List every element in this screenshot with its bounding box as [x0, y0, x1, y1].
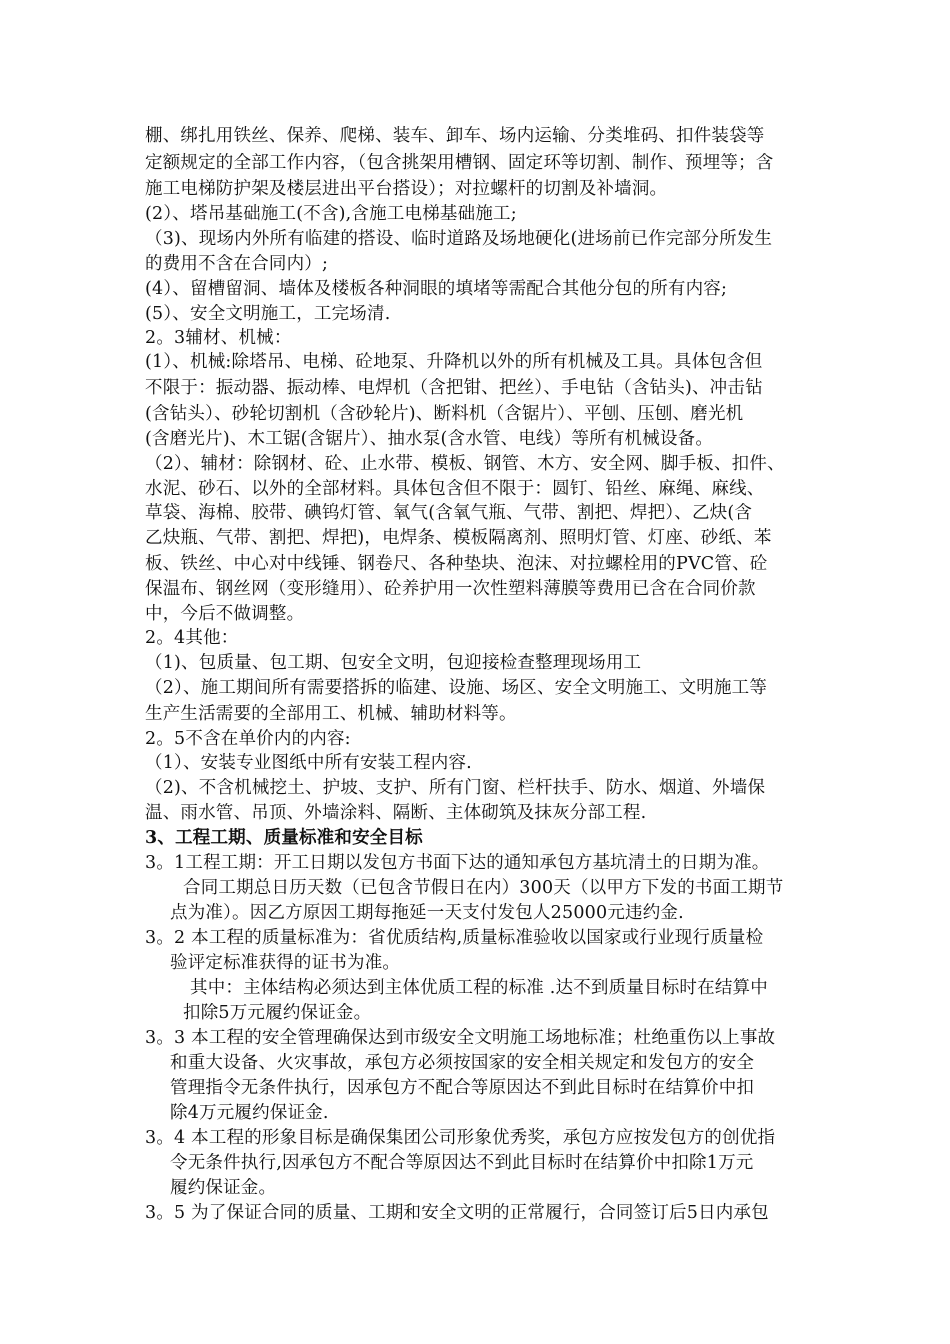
text-line: 的费用不含在合同内）; — [145, 254, 329, 274]
text-line: 保温布、钢丝网（变形缝用）、砼养护用一次性塑料薄膜等费用已含在合同价款 — [145, 579, 756, 599]
text-line: 草袋、海棉、胶带、碘钨灯管、氧气(含氧气瓶、气带、割把、焊把）、乙炔(含 — [145, 503, 753, 523]
text-line: 履约保证金。 — [170, 1178, 277, 1198]
text-line: （2）、辅材：除钢材、砼、止水带、模板、钢管、木方、安全网、脚手板、扣件、 — [145, 454, 785, 474]
text-line: 不限于：振动器、振动棒、电焊机（含把钳、把丝）、手电钻（含钻头)、冲击钻 — [145, 378, 763, 398]
text-line: （3)、现场内外所有临建的搭设、临时道路及场地硬化(进场前已作完部分所发生 — [145, 229, 773, 249]
section-heading: 2。5不含在单价内的内容: — [145, 729, 351, 749]
text-line: （1)、包质量、包工期、包安全文明，包迎接检查整理现场用工 — [145, 653, 642, 673]
text-line: 定额规定的全部工作内容，（包含挑架用槽钢、固定环等切割、制作、预埋等；含 — [145, 153, 774, 173]
text-line: 扣除5万元履约保证金。 — [183, 1003, 372, 1023]
text-line: (含磨光片)、木工锯(含锯片）、抽水泵(含水管、电线）等所有机械设备。 — [145, 429, 714, 449]
text-line: 3。3 本工程的安全管理确保达到市级安全文明施工场地标准；杜绝重伤以上事故 — [145, 1028, 776, 1048]
text-line: (4）、留槽留洞、墙体及楼板各种洞眼的填堵等需配合其他分包的所有内容; — [145, 279, 728, 299]
text-line: 除4万元履约保证金. — [170, 1103, 329, 1123]
text-line: 合同工期总日历天数（已包含节假日在内）300天（以甲方下发的书面工期节 — [183, 878, 784, 898]
text-line: 3。2 本工程的质量标准为：省优质结构,质量标准验收以国家或行业现行质量检 — [145, 928, 764, 948]
text-line: 生产生活需要的全部用工、机械、辅助材料等。 — [145, 704, 517, 724]
text-line: (1）、机械:除塔吊、电梯、砼地泵、升降机以外的所有机械及工具。具体包含但 — [145, 352, 763, 372]
text-line: 水泥、砂石、以外的全部材料。具体包含但不限于：圆钉、铅丝、麻绳、麻线、 — [145, 479, 765, 499]
text-line: 其中：主体结构必须达到主体优质工程的标准 .达不到质量目标时在结算中 — [190, 978, 768, 998]
text-line: 3。5 为了保证合同的质量、工期和安全文明的正常履行，合同签订后5日内承包 — [145, 1203, 769, 1223]
text-line: 乙炔瓶、气带、割把、焊把)，电焊条、模板隔离剂、照明灯管、灯座、砂纸、苯 — [145, 528, 772, 548]
text-line: （1）、安装专业图纸中所有安装工程内容. — [145, 753, 472, 773]
text-line: 施工电梯防护架及楼层进出平台搭设）；对拉螺杆的切割及补墙洞。 — [145, 179, 668, 199]
section-heading: 2。4其他： — [145, 628, 239, 648]
text-line: (2）、塔吊基础施工(不含),含施工电梯基础施工; — [145, 204, 517, 224]
text-line: 3。4 本工程的形象目标是确保集团公司形象优秀奖，承包方应按发包方的创优指 — [145, 1128, 776, 1148]
text-line: 令无条件执行,因承包方不配合等原因达不到此目标时在结算价中扣除1万元 — [170, 1153, 754, 1173]
text-line: （2)、不含机械挖土、护坡、支护、所有门窗、栏杆扶手、防水、烟道、外墙保 — [145, 778, 766, 798]
text-line: (5）、安全文明施工，工完场清. — [145, 304, 391, 324]
text-line: 管理指令无条件执行，因承包方不配合等原因达不到此目标时在结算价中扣 — [170, 1078, 755, 1098]
text-line: 温、雨水管、吊顶、外墙涂料、隔断、主体砌筑及抹灰分部工程. — [145, 803, 647, 823]
chapter-heading: 3、工程工期、质量标准和安全目标 — [145, 828, 423, 848]
text-line: (含钻头）、砂轮切割机（含砂轮片)、断料机（含锯片）、平刨、压刨、磨光机 — [145, 404, 744, 424]
text-line: 和重大设备、火灾事故，承包方必须按国家的安全相关规定和发包方的安全 — [170, 1053, 755, 1073]
text-line: 点为准）。因乙方原因工期每拖延一天支付发包人25000元违约金. — [170, 903, 684, 923]
text-line: 3。1工程工期：开工日期以发包方书面下达的通知承包方基坑清土的日期为准。 — [145, 853, 770, 873]
text-line: （2）、施工期间所有需要搭拆的临建、设施、场区、安全文明施工、文明施工等 — [145, 678, 768, 698]
text-line: 验评定标准获得的证书为准。 — [170, 953, 401, 973]
section-heading: 2。3辅材、机械： — [145, 328, 292, 348]
text-line: 中，今后不做调整。 — [145, 604, 305, 624]
text-line: 棚、绑扎用铁丝、保养、爬梯、装车、卸车、场内运输、分类堆码、扣件装袋等 — [145, 126, 765, 146]
text-line: 板、铁丝、中心对中线锤、钢卷尺、各种垫块、泡沫、对拉螺栓用的PVC管、砼 — [145, 554, 768, 574]
